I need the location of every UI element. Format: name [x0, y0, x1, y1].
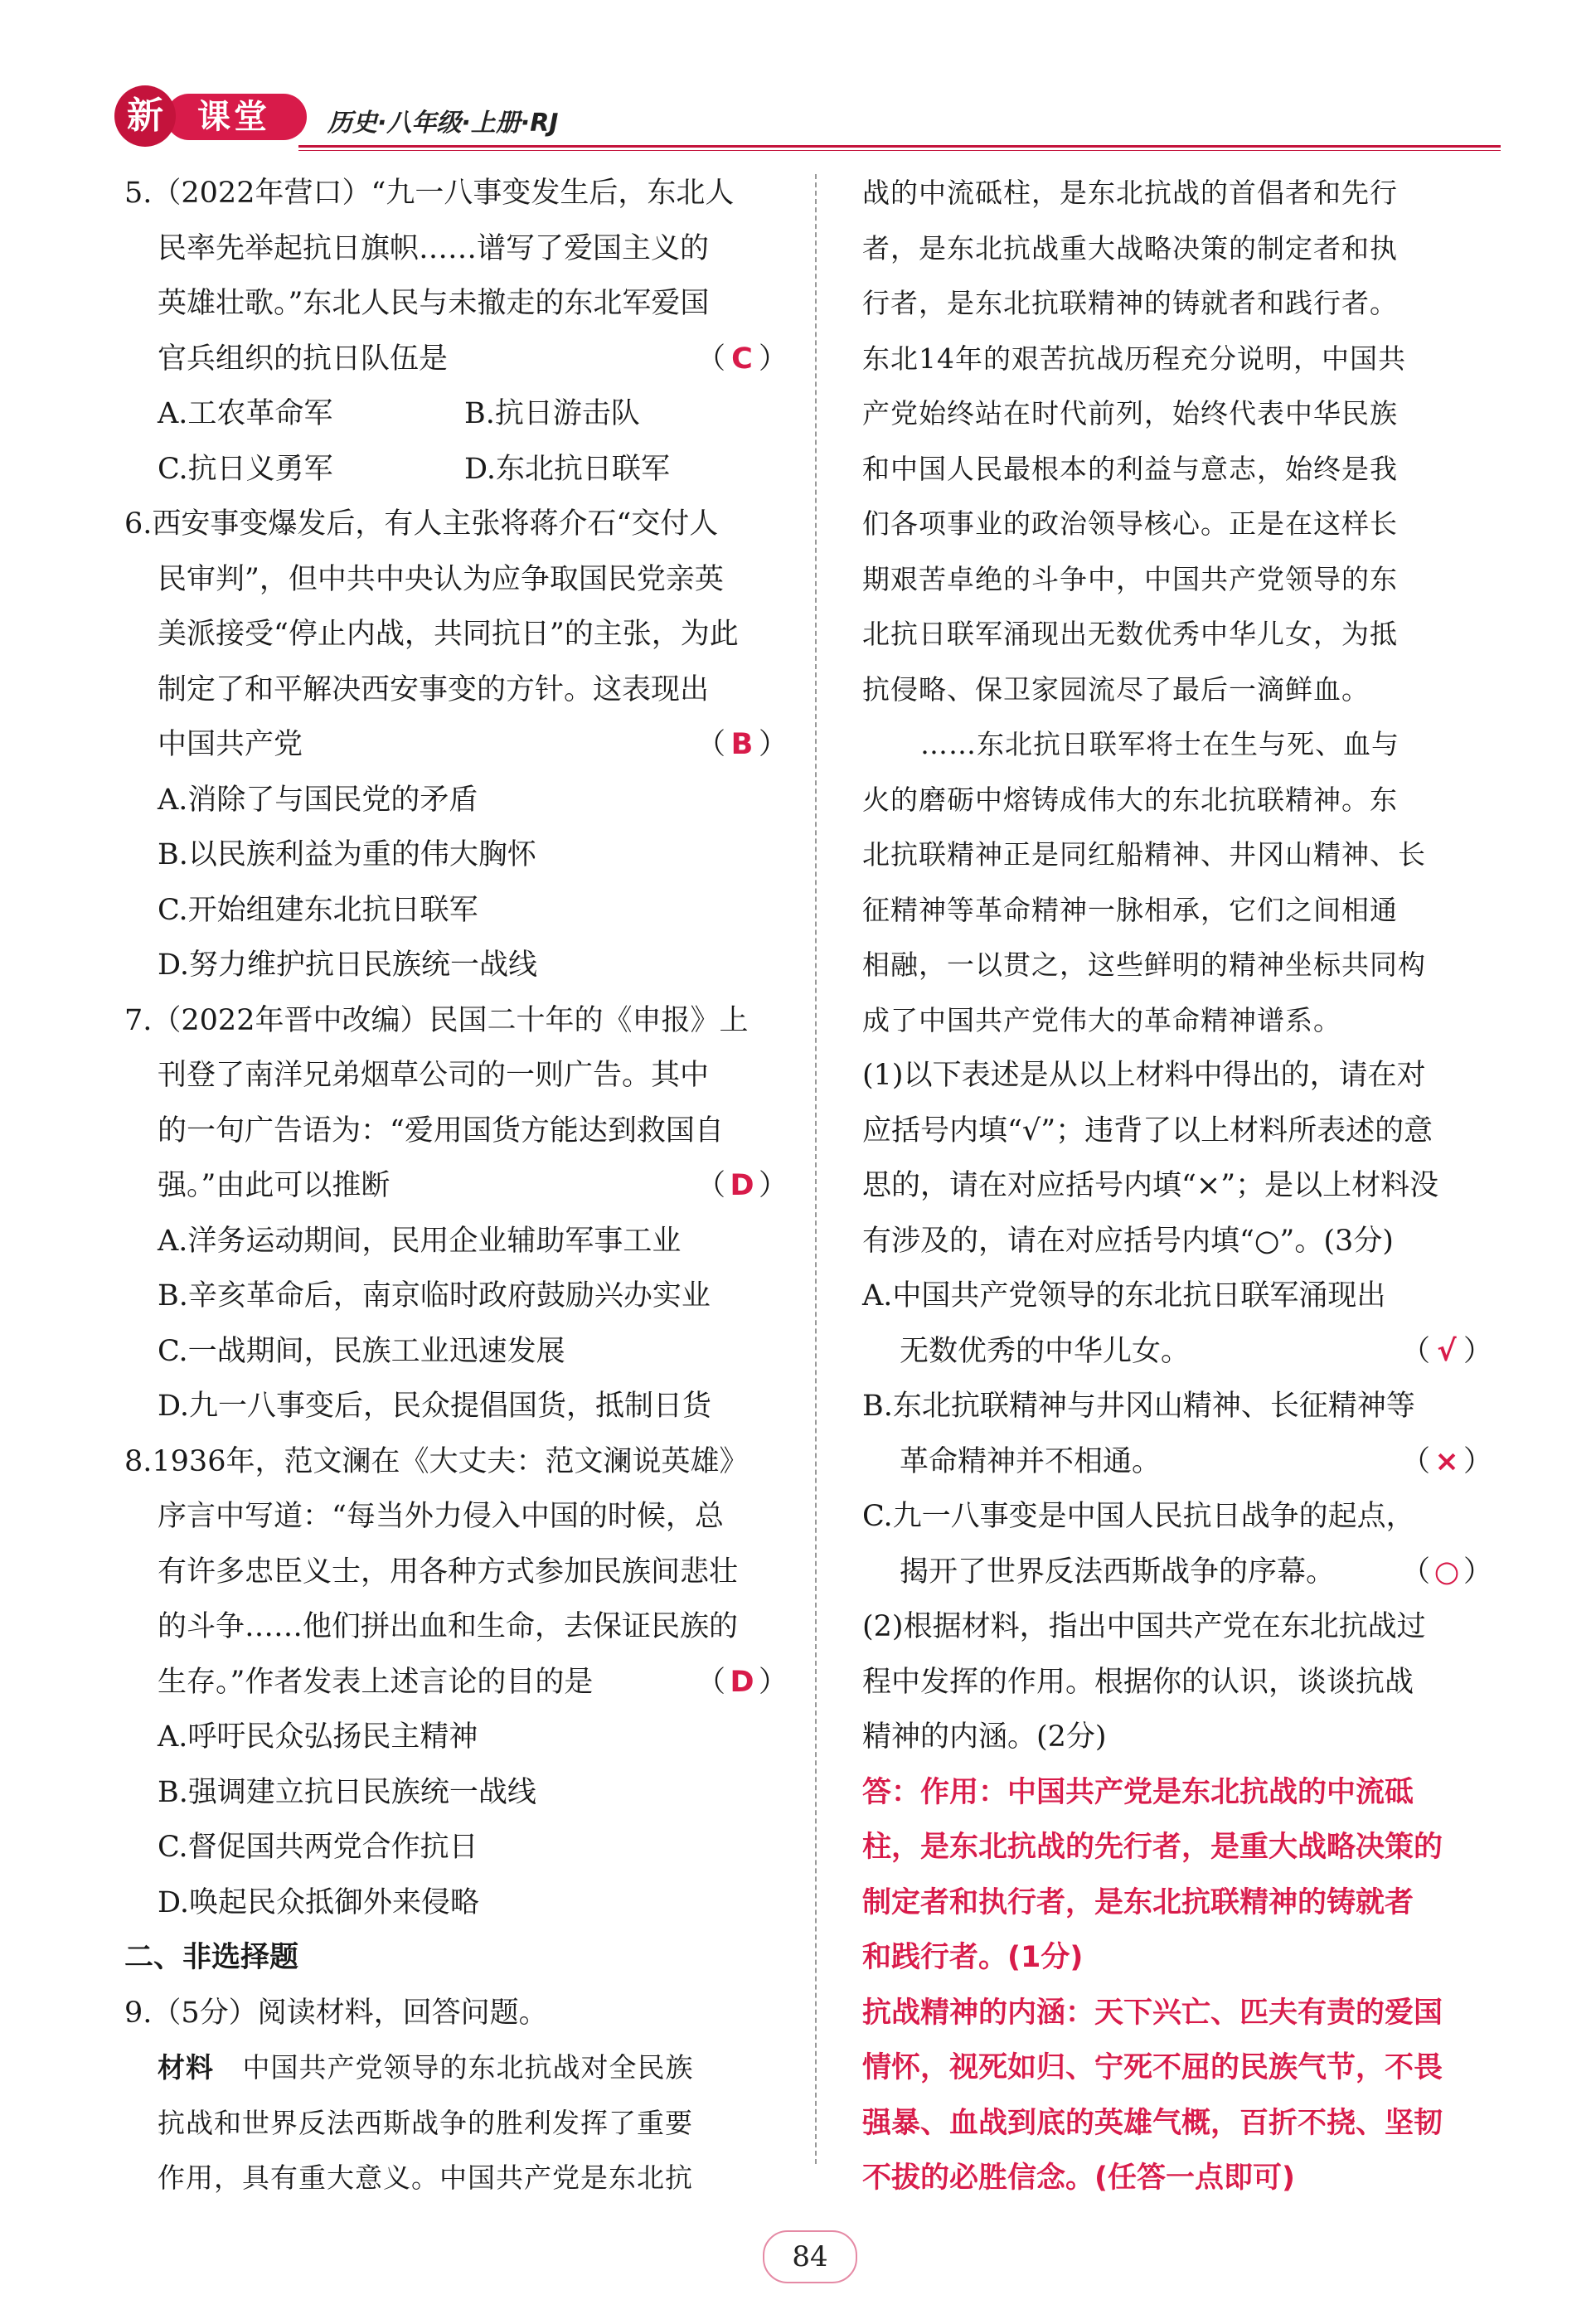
q5-answer-bracket: （ C ）	[696, 332, 788, 387]
material-line: 抗侵略、保卫家园流尽了最后一滴鲜血。	[862, 672, 1370, 706]
q5-line: 英雄壮歌。”东北人民与未撤走的东北军爱国	[158, 287, 710, 320]
judge-b-line1: B.东北抗联精神与井冈山精神、长征精神等	[862, 1390, 1415, 1423]
q6-line-text: 中国共产党	[158, 728, 303, 761]
section-heading: 二、非选择题	[124, 1941, 299, 1974]
judge-c-line2	[862, 1545, 1492, 1600]
q5-line: 民率先举起抗日旗帜……谱写了爱国主义的	[158, 231, 710, 265]
material2-line: 相融，一以贯之，这些鲜明的精神坐标共同构	[862, 949, 1426, 981]
right-column	[862, 166, 1492, 2206]
answer-line: 和践行者。(1分)	[862, 1941, 1084, 1974]
book-title: 历史·八年级·上册·RJ	[327, 109, 559, 138]
q6-line: 民审判”，但中共中央认为应争取国民党亲英	[158, 562, 724, 596]
q7-answer-bracket: （ D ）	[696, 1158, 788, 1214]
material2-line: ……东北抗日联军将士在生与死、血与	[920, 728, 1400, 760]
material-label: 材料	[158, 2051, 214, 2084]
answer-line: 柱，是东北抗战的先行者，是重大战略决策的	[862, 1831, 1443, 1864]
q6-option-c: C.开始组建东北抗日联军	[158, 893, 478, 927]
material2-line: 火的磨砺中熔铸成伟大的东北抗联精神。东	[862, 783, 1398, 816]
q5-line: 5.（2022年营口）“九一八事变发生后，东北人	[124, 177, 735, 210]
material-line: 产党始终站在时代前列，始终代表中华民族	[862, 397, 1398, 429]
material-line: 和中国人民最根本的利益与意志，始终是我	[862, 452, 1398, 485]
q9-material-line: 作用，具有重大意义。中国共产党是东北抗	[158, 2161, 693, 2194]
material-line: 东北14年的艰苦抗战历程充分说明，中国共	[862, 342, 1406, 375]
q8-option-c: C.督促国共两党合作抗日	[158, 1831, 478, 1864]
answer-line: 制定者和执行者，是东北抗联精神的铸就者	[862, 1885, 1414, 1919]
left-column	[124, 166, 788, 2206]
sub2-line: 程中发挥的作用。根据你的认识，谈谈抗战	[862, 1665, 1414, 1699]
material-line: 战的中流砥柱，是东北抗战的首倡者和先行	[862, 177, 1398, 209]
q6-answer: B	[730, 728, 754, 761]
q6-option-a: A.消除了与国民党的矛盾	[158, 783, 478, 817]
logo-banner	[166, 94, 307, 140]
judge-b-bracket: （ × ）	[1401, 1434, 1492, 1490]
q5-option-c: C.抗日义勇军	[158, 452, 333, 486]
judge-b-text: 革命精神并不相通。	[900, 1444, 1162, 1478]
q7-line: 7.（2022年晋中改编）民国二十年的《申报》上	[124, 1003, 749, 1037]
header-rule-thin	[298, 150, 1501, 151]
sub1-line: 思的，请在对应括号内填“×”；是以上材料没	[862, 1169, 1439, 1202]
q8-answer: D	[730, 1665, 754, 1699]
q6-line: 6.西安事变爆发后，有人主张将蒋介石“交付人	[124, 507, 719, 541]
judge-c-mark: ○	[1433, 1555, 1460, 1589]
header-rule	[298, 145, 1501, 148]
material-line: 行者，是东北抗联精神的铸就者和践行者。	[862, 287, 1398, 319]
q8-line: 8.1936年，范文澜在《大丈夫：范文澜说英雄》	[124, 1444, 749, 1478]
q5-options-row	[124, 442, 788, 497]
q7-option-d: D.九一八事变后，民众提倡国货，抵制日货	[158, 1390, 711, 1423]
answer-line: 答：作用：中国共产党是东北抗战的中流砥	[862, 1775, 1414, 1809]
sub2-line: (2)根据材料，指出中国共产党在东北抗战过	[862, 1610, 1426, 1643]
q7-option-a: A.洋务运动期间，民用企业辅助军事工业	[158, 1224, 682, 1258]
q9-stem: 9.（5分）阅读材料，回答问题。	[124, 1996, 548, 2030]
q7-option-b: B.辛亥革命后，南京临时政府鼓励兴办实业	[158, 1279, 711, 1312]
q6-option-d: D.努力维护抗日民族统一战线	[158, 949, 537, 982]
q6-answer-bracket: （ B ）	[696, 717, 788, 773]
sub2-line: 精神的内涵。(2分)	[862, 1720, 1107, 1754]
q7-line: 刊登了南洋兄弟烟草公司的一则广告。其中	[158, 1059, 710, 1092]
answer-line: 不拔的必胜信念。(任答一点即可)	[862, 2161, 1295, 2195]
judge-c-bracket: （ ○ ）	[1401, 1545, 1492, 1600]
q6-line: 美派接受“停止内战，共同抗日”的主张，为此	[158, 618, 739, 651]
page-number: 84	[763, 2230, 857, 2283]
q8-line: 有许多忠臣义士，用各种方式参加民族间悲壮	[158, 1555, 739, 1589]
material-line: 们各项事业的政治领导核心。正是在这样长	[862, 507, 1398, 540]
column-divider	[815, 174, 817, 2164]
q8-line-text: 生存。”作者发表上述言论的目的是	[158, 1665, 594, 1699]
judge-a-bracket: （ √ ）	[1401, 1324, 1492, 1380]
logo-text: 课堂	[197, 98, 270, 136]
answer-line: 强暴、血战到底的英雄气概，百折不挠、坚韧	[862, 2106, 1443, 2140]
judge-a-line1: A.中国共产党领导的东北抗日联军涌现出	[862, 1279, 1386, 1312]
page-header	[108, 79, 1501, 153]
material2-line: 北抗联精神正是同红船精神、井冈山精神、长	[862, 838, 1426, 871]
material-text: 中国共产党领导的东北抗战对全民族	[242, 2051, 694, 2084]
judge-b-line2	[862, 1434, 1492, 1490]
q9-material-line: 抗战和世界反法西斯战争的胜利发挥了重要	[158, 2106, 693, 2139]
sub1-line: (1)以下表述是从以上材料中得出的，请在对	[862, 1059, 1426, 1092]
judge-c-text: 揭开了世界反法西斯战争的序幕。	[900, 1555, 1336, 1589]
q7-option-c: C.一战期间，民族工业迅速发展	[158, 1334, 565, 1368]
q7-answer: D	[730, 1169, 754, 1202]
q5-line-text: 官兵组织的抗日队伍是	[158, 342, 449, 376]
q5-line	[124, 332, 788, 387]
q7-line: 的一句广告语为：“爱用国货方能达到救国自	[158, 1113, 724, 1147]
material2-line: 成了中国共产党伟大的革命精神谱系。	[862, 1003, 1341, 1036]
answer-line: 情怀，视死如归、宁死不屈的民族气节，不畏	[862, 2051, 1443, 2084]
q6-line	[124, 717, 788, 773]
q5-option-d: D.东北抗日联军	[464, 452, 670, 486]
material-line: 者，是东北抗战重大战略决策的制定者和执	[862, 231, 1398, 264]
q5-option-a: A.工农革命军	[158, 397, 333, 430]
logo	[108, 79, 315, 153]
q8-line: 的斗争……他们拼出血和生命，去保证民族的	[158, 1610, 739, 1643]
q5-options-row	[124, 386, 788, 442]
q8-option-a: A.呼吁民众弘扬民主精神	[158, 1720, 478, 1754]
q5-option-b: B.抗日游击队	[464, 397, 640, 430]
q7-line-text: 强。”由此可以推断	[158, 1169, 391, 1202]
material-line: 北抗日联军涌现出无数优秀中华儿女，为抵	[862, 618, 1398, 650]
material2-line: 征精神等革命精神一脉相承，它们之间相通	[862, 893, 1398, 926]
q8-answer-bracket: （ D ）	[696, 1655, 788, 1710]
sub1-line: 应括号内填“√”；违背了以上材料所表述的意	[862, 1113, 1433, 1147]
q8-option-d: D.唤起民众抵御外来侵略	[158, 1885, 479, 1919]
material-line: 期艰苦卓绝的斗争中，中国共产党领导的东	[862, 562, 1398, 595]
q5-answer: C	[731, 342, 753, 376]
answer-line: 抗战精神的内涵：天下兴亡、匹夫有责的爱国	[862, 1996, 1443, 2030]
judge-a-mark: √	[1437, 1334, 1457, 1368]
q6-option-b: B.以民族利益为重的伟大胸怀	[158, 838, 536, 871]
q8-line: 序言中写道：“每当外力侵入中国的时候，总	[158, 1500, 724, 1533]
judge-a-text: 无数优秀的中华儿女。	[900, 1334, 1191, 1368]
judge-c-line1: C.九一八事变是中国人民抗日战争的起点，	[862, 1500, 1415, 1533]
judge-b-mark: ×	[1434, 1444, 1459, 1478]
q9-material-line	[124, 2040, 788, 2096]
q6-line: 制定了和平解决西安事变的方针。这表现出	[158, 672, 710, 706]
sub1-line: 有涉及的，请在对应括号内填“○”。(3分)	[862, 1224, 1394, 1258]
logo-circle: 新	[114, 85, 176, 147]
judge-a-line2	[862, 1324, 1492, 1380]
q7-line	[124, 1158, 788, 1214]
q8-option-b: B.强调建立抗日民族统一战线	[158, 1775, 536, 1809]
q8-line	[124, 1655, 788, 1710]
